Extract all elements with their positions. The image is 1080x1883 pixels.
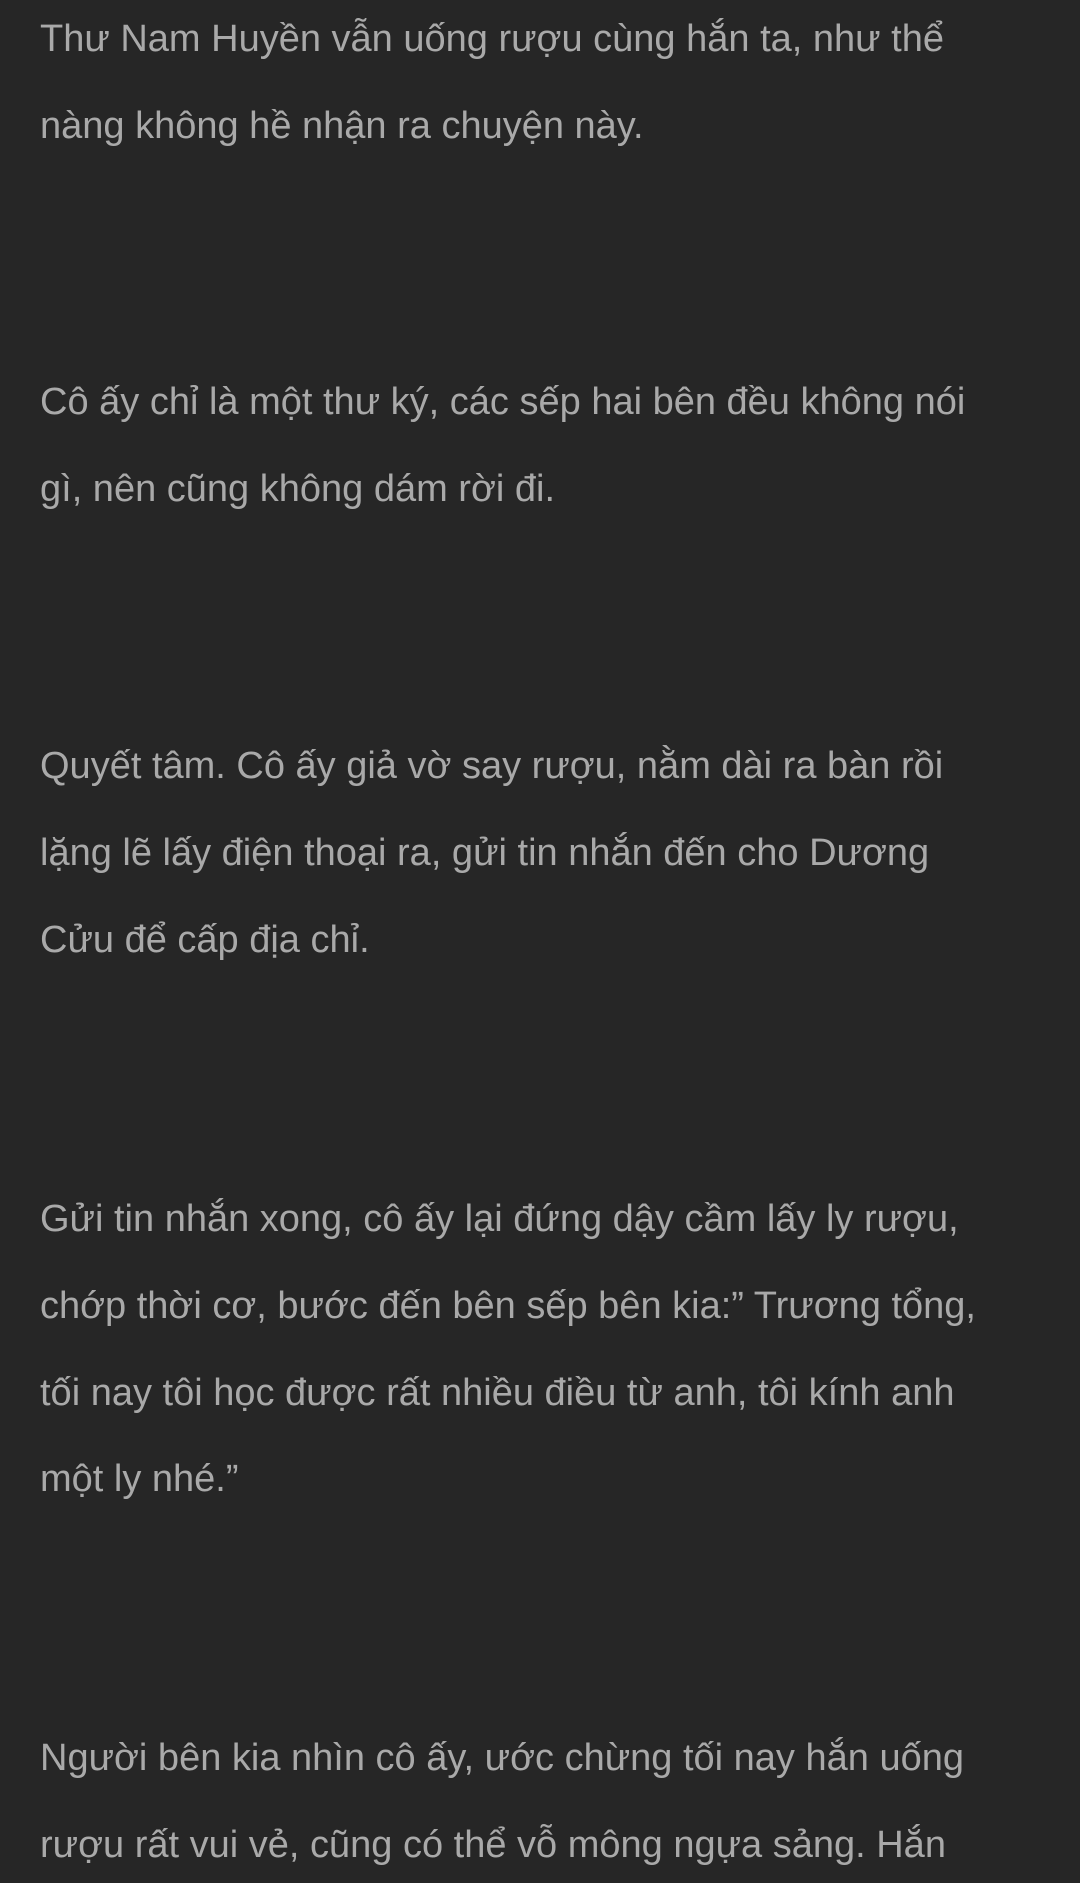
text-line: Người bên kia nhìn cô ấy, ước chừng tối nay hắn uống <box>40 1737 964 1779</box>
text-line: gì, nên cũng không dám rời đi. <box>40 468 556 510</box>
text-line: Cửu để cấp địa chỉ. <box>40 919 370 961</box>
text-line: tối nay tôi học được rất nhiều điều từ anh, tôi kính anh <box>40 1372 955 1414</box>
text-line: lặng lẽ lấy điện thoại ra, gửi tin nhắn đến cho Dương <box>40 832 930 874</box>
text-line: một ly nhé.” <box>40 1458 239 1500</box>
text-line: Cô ấy chỉ là một thư ký, các sếp hai bên đều không nói <box>40 381 966 423</box>
text-line: nàng không hề nhận ra chuyện này. <box>40 105 644 147</box>
text-line: Quyết tâm. Cô ấy giả vờ say rượu, nằm dài ra bàn rồi <box>40 745 944 787</box>
text-line: chớp thời cơ, bước đến bên sếp bên kia:” Trương tổng, <box>40 1285 976 1327</box>
text-line: Thư Nam Huyền vẫn uống rượu cùng hắn ta, như thể <box>40 18 944 60</box>
text-line: Gửi tin nhắn xong, cô ấy lại đứng dậy cầm lấy ly rượu, <box>40 1198 959 1240</box>
text-line: rượu rất vui vẻ, cũng có thể vỗ mông ngựa sảng. Hắn <box>40 1824 946 1866</box>
